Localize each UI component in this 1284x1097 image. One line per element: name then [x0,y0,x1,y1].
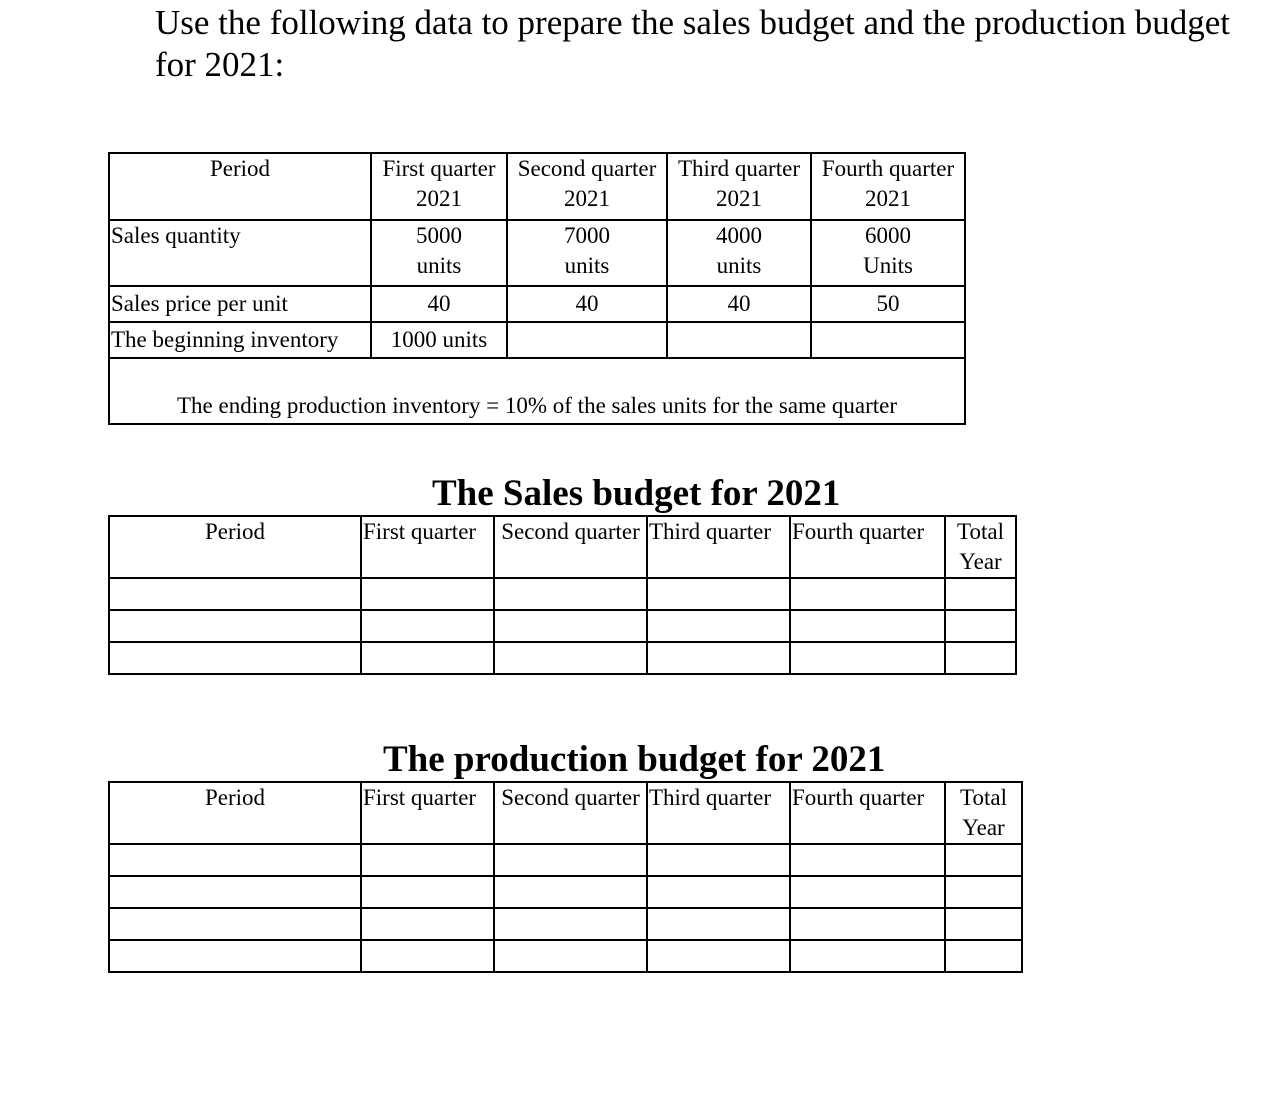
empty-cell [945,876,1022,908]
empty-cell [361,610,494,642]
beginning-inventory-value: 1000 units [371,322,507,358]
table-row [109,642,1016,674]
column-header: Third quarter [647,516,790,578]
empty-cell [494,940,647,972]
quarter-name: Third quarter [678,156,800,181]
empty-cell [790,940,945,972]
empty-cell [109,844,361,876]
empty-cell [647,940,790,972]
empty-cell [945,844,1022,876]
empty-cell [361,642,494,674]
empty-cell [109,578,361,610]
empty-cell [945,578,1016,610]
production-budget-table [108,781,1023,973]
sales-quantity-cell [371,220,507,286]
column-header: Third quarter [647,782,790,844]
column-header: First quarter [361,516,494,578]
column-header: Fourth quarter [790,516,945,578]
empty-cell [494,844,647,876]
empty-cell [945,642,1016,674]
table-row [109,578,1016,610]
empty-cell [494,876,647,908]
quantity-value: 6000 [865,223,911,248]
quantity-unit: units [564,253,610,278]
quarter-name: First quarter [382,156,496,181]
table-row [109,220,965,286]
empty-cell [790,908,945,940]
quarter-year: 2021 [564,186,610,211]
sales-price-cell: 50 [811,286,965,322]
quantity-value: 7000 [564,223,610,248]
column-header: Total Year [945,782,1022,844]
column-header: Second quarter [494,516,647,578]
empty-cell [790,844,945,876]
table-row [109,876,1022,908]
quarter-year: 2021 [716,186,762,211]
quarter-header [371,153,507,220]
empty-cell [361,940,494,972]
table-row [109,516,1016,578]
table-row [109,322,965,358]
period-header: Period [109,153,371,220]
empty-cell [790,578,945,610]
sales-price-cell: 40 [507,286,667,322]
empty-cell [647,844,790,876]
empty-cell [361,844,494,876]
quarter-header [507,153,667,220]
quarter-name: Second quarter [517,156,657,181]
quantity-unit: units [416,253,462,278]
ending-inventory-note: The ending production inventory = 10% of the sales units for the same quarter [109,358,965,424]
instructions-text: Use the following data to prepare the sales budget and the production budget for 2021: [155,3,1230,84]
sales-price-cell: 40 [667,286,811,322]
table-row [109,940,1022,972]
empty-cell [494,642,647,674]
sales-price-label: Sales price per unit [109,286,371,322]
empty-cell [361,578,494,610]
production-budget-title: The production budget for 2021 [383,739,886,780]
sales-budget-title: The Sales budget for 2021 [432,473,841,514]
column-header: Total Year [945,516,1016,578]
column-header: Fourth quarter [790,782,945,844]
empty-cell [647,578,790,610]
table-row [109,844,1022,876]
table-row [109,286,965,322]
empty-cell [109,876,361,908]
quantity-unit: Units [863,253,913,278]
table-row [109,153,965,220]
empty-cell [494,610,647,642]
beginning-inventory-label: The beginning inventory [109,322,371,358]
empty-cell [109,642,361,674]
empty-cell [647,642,790,674]
empty-cell [647,876,790,908]
empty-cell [507,322,667,358]
empty-cell [361,908,494,940]
period-header: Period [109,516,361,578]
empty-cell [945,940,1022,972]
column-header: Second quarter [494,782,647,844]
sales-quantity-cell [667,220,811,286]
empty-cell [361,876,494,908]
sales-quantity-cell [507,220,667,286]
empty-cell [945,908,1022,940]
column-header: First quarter [361,782,494,844]
quarter-header [667,153,811,220]
quantity-value: 4000 [716,223,762,248]
table-row [109,610,1016,642]
sales-budget-table [108,515,1017,675]
empty-cell [109,908,361,940]
period-header: Period [109,782,361,844]
given-data-table [108,152,966,425]
table-row [109,782,1022,844]
quarter-name: Fourth quarter [821,156,955,181]
empty-cell [667,322,811,358]
quantity-unit: units [716,253,762,278]
sales-quantity-label: Sales quantity [109,220,371,286]
empty-cell [790,610,945,642]
table-row [109,358,965,424]
empty-cell [811,322,965,358]
quantity-value: 5000 [416,223,462,248]
quarter-header [811,153,965,220]
empty-cell [494,908,647,940]
empty-cell [790,876,945,908]
sales-price-cell: 40 [371,286,507,322]
empty-cell [945,610,1016,642]
quarter-year: 2021 [865,186,911,211]
empty-cell [790,642,945,674]
empty-cell [647,908,790,940]
empty-cell [109,940,361,972]
empty-cell [109,610,361,642]
empty-cell [494,578,647,610]
table-row [109,908,1022,940]
quarter-year: 2021 [416,186,462,211]
sales-quantity-cell [811,220,965,286]
empty-cell [647,610,790,642]
